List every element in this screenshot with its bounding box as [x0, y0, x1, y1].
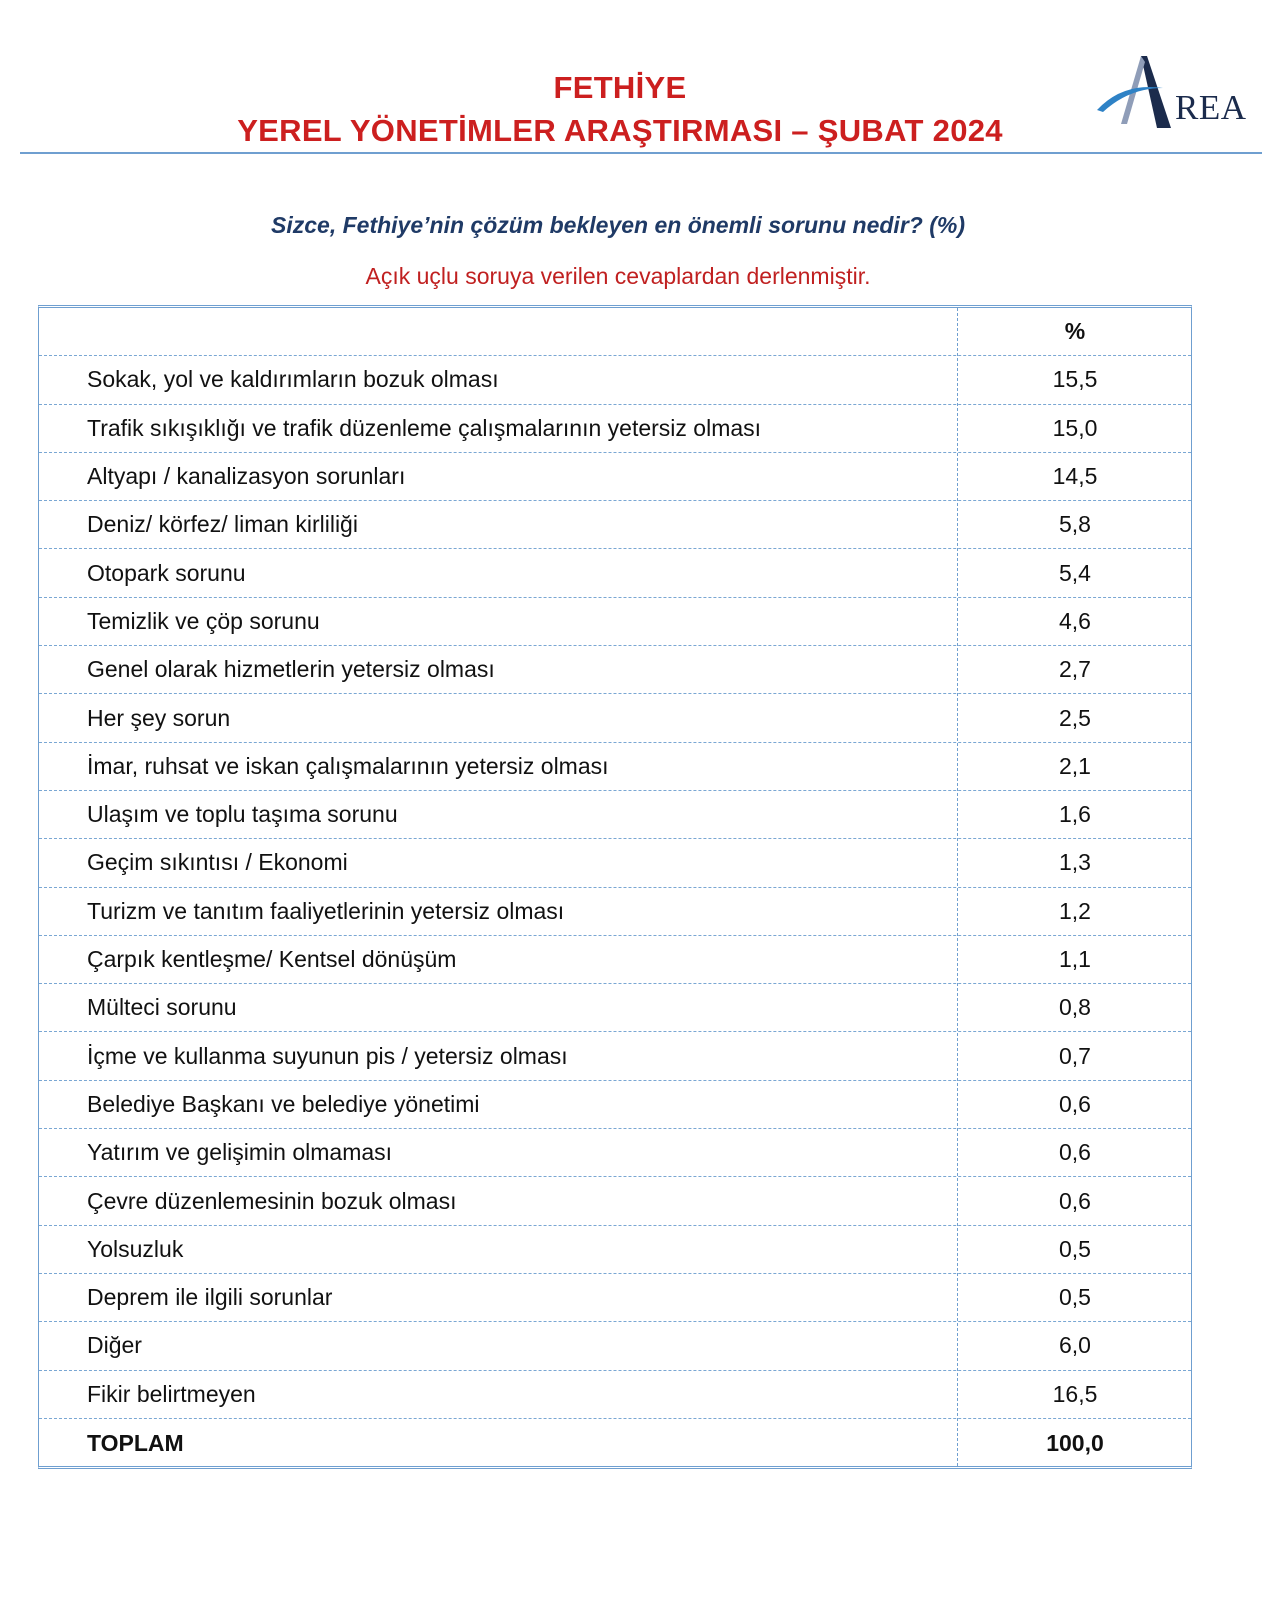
logo-text: REA [1175, 88, 1247, 127]
row-label: Altyapı / kanalizasyon sorunları [87, 463, 406, 490]
row-label: Fikir belirtmeyen [87, 1380, 256, 1407]
row-label: Otopark sorunu [87, 559, 246, 586]
row-label: Ulaşım ve toplu taşıma sorunu [87, 801, 398, 828]
row-label: Deniz/ körfez/ liman kirliliği [87, 511, 358, 538]
header-percent: % [1064, 318, 1086, 345]
row-value: 1,1 [1059, 946, 1091, 973]
area-logo [1093, 52, 1253, 134]
row-value: 0,6 [1059, 1139, 1091, 1166]
table-row [39, 1033, 1191, 1081]
table-row [39, 405, 1191, 453]
row-label: Her şey sorun [87, 704, 231, 731]
row-label: İçme ve kullanma suyunun pis / yetersiz olması [87, 1042, 568, 1069]
table-row [39, 453, 1191, 501]
total-label: TOPLAM [87, 1429, 184, 1456]
row-value: 15,5 [1052, 366, 1098, 393]
logo-a-mark-icon [1093, 52, 1183, 134]
results-table [38, 305, 1192, 1469]
row-label: Trafik sıkışıklığı ve trafik düzenleme çalışmalarının yetersiz olması [87, 414, 762, 441]
table-row [39, 1226, 1191, 1274]
table-row [39, 1322, 1191, 1370]
row-label: Geçim sıkıntısı / Ekonomi [87, 849, 348, 876]
report-title-line2: YEREL YÖNETİMLER ARAŞTIRMASI – ŞUBAT 2024 [237, 113, 1003, 148]
row-label: Diğer [87, 1332, 142, 1359]
row-value: 0,6 [1059, 1187, 1091, 1214]
table-row [39, 646, 1191, 694]
table-row [39, 1081, 1191, 1129]
table-row [39, 888, 1191, 936]
survey-question: Sizce, Fethiye’nin çözüm bekleyen en önemli sorunu nedir? (%) [271, 212, 965, 238]
row-value: 0,5 [1059, 1235, 1091, 1262]
table-row [39, 936, 1191, 984]
row-value: 1,6 [1059, 801, 1091, 828]
survey-note: Açık uçlu soruya verilen cevaplardan derlenmiştir. [365, 263, 871, 289]
table-row [39, 1371, 1191, 1419]
row-value: 14,5 [1052, 463, 1098, 490]
row-label: Çevre düzenlemesinin bozuk olması [87, 1187, 457, 1214]
row-label: Sokak, yol ve kaldırımların bozuk olması [87, 366, 499, 393]
row-value: 0,6 [1059, 1090, 1091, 1117]
header-divider [20, 152, 1262, 154]
row-value: 2,7 [1059, 656, 1091, 683]
table-row [39, 550, 1191, 598]
row-label: Çarpık kentleşme/ Kentsel dönüşüm [87, 946, 457, 973]
row-label: Mülteci sorunu [87, 994, 237, 1021]
row-label: Yolsuzluk [87, 1235, 184, 1262]
row-value: 2,5 [1059, 704, 1091, 731]
row-value: 16,5 [1052, 1380, 1098, 1407]
row-value: 15,0 [1052, 414, 1098, 441]
row-value: 5,4 [1059, 559, 1091, 586]
row-value: 1,3 [1059, 849, 1091, 876]
table-header-row [39, 308, 1191, 356]
table-row [39, 1177, 1191, 1225]
row-label: Turizm ve tanıtım faaliyetlerinin yetersiz olması [87, 897, 565, 924]
row-value: 4,6 [1059, 607, 1091, 634]
row-value: 0,5 [1059, 1284, 1091, 1311]
table-row [39, 694, 1191, 742]
table-row [39, 791, 1191, 839]
report-title-line1: FETHİYE [553, 70, 687, 105]
row-label: Yatırım ve gelişimin olmaması [87, 1139, 393, 1166]
row-value: 6,0 [1059, 1332, 1091, 1359]
row-label: Belediye Başkanı ve belediye yönetimi [87, 1090, 480, 1117]
row-value: 0,7 [1059, 1042, 1091, 1069]
row-label: Genel olarak hizmetlerin yetersiz olması [87, 656, 495, 683]
table-row [39, 839, 1191, 887]
table-row [39, 1129, 1191, 1177]
row-value: 0,8 [1059, 994, 1091, 1021]
table-row [39, 743, 1191, 791]
row-value: 2,1 [1059, 752, 1091, 779]
table-row [39, 598, 1191, 646]
table-row [39, 356, 1191, 404]
table-row [39, 501, 1191, 549]
row-label: Deprem ile ilgili sorunlar [87, 1284, 333, 1311]
row-label: Temizlik ve çöp sorunu [87, 607, 320, 634]
row-label: İmar, ruhsat ve iskan çalışmalarının yetersiz olması [87, 752, 609, 779]
row-value: 5,8 [1059, 511, 1091, 538]
table-total-row [39, 1419, 1191, 1467]
row-value: 1,2 [1059, 897, 1091, 924]
total-value: 100,0 [1046, 1429, 1104, 1456]
table-row [39, 1274, 1191, 1322]
table-row [39, 984, 1191, 1032]
